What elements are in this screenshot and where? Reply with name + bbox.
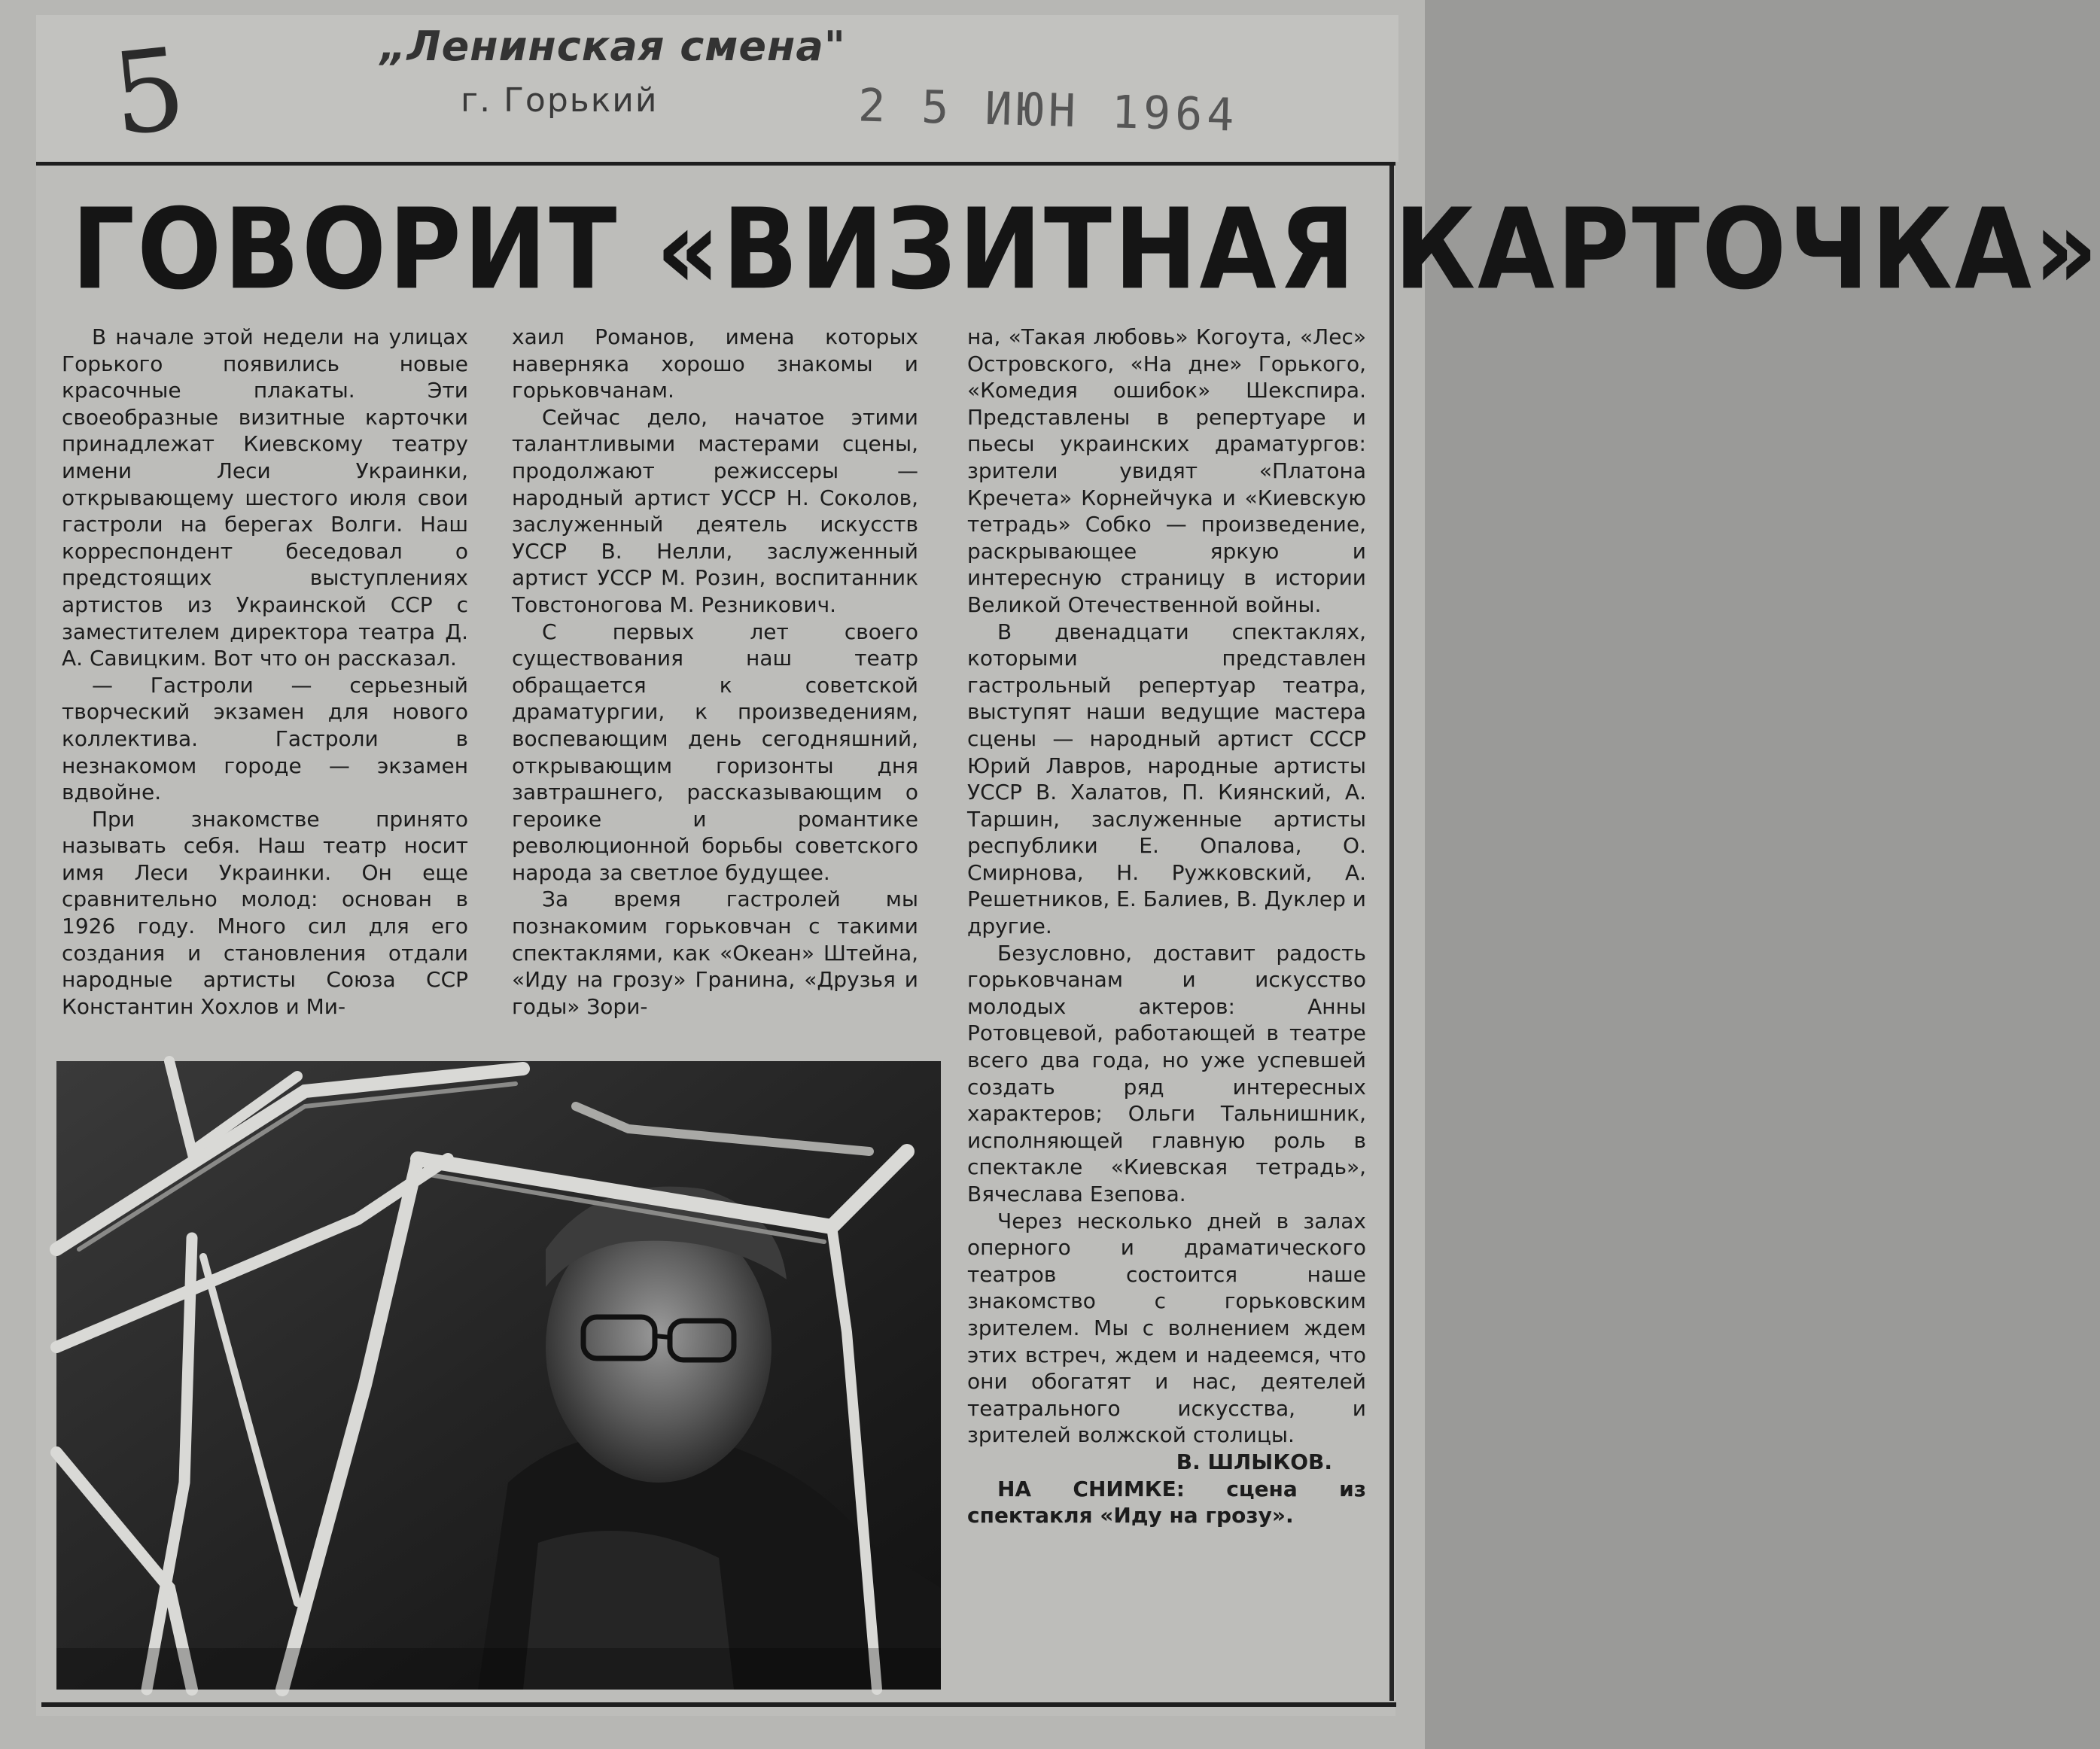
paragraph: С первых лет своего существования наш театр обращается к советской драматургии, к произведениям, воспевающим день сегодняшний, открывающим горизонты дня завтрашнего, рассказывающим о героике и романтике революционной борьбы советского народа за светлое будущее.	[512, 619, 918, 885]
paragraph: хаил Романов, имена которых наверняка хорошо знакомы и горьковчанам.	[512, 324, 918, 403]
newspaper-name-stamp: „Ленинская смена"	[380, 23, 846, 70]
bottom-rule	[41, 1702, 1396, 1707]
author-byline: В. ШЛЫКОВ.	[1176, 1449, 1332, 1474]
paragraph: — Гастроли — серьезный творческий экзамен для нового коллектива. Гастроли в незнакомом городе — экзамен вдвойне.	[62, 672, 468, 805]
paragraph: За время гастролей мы познакомим горьковчан с такими спектаклями, как «Океан» Штейна, «Иду на грозу» Гранина, «Друзья и годы» Зори-	[512, 887, 918, 1019]
paragraph: Через несколько дней в залах оперного и драматического театров состоится наше знакомство с горьковским зрителем. Мы с волнением ждем этих встреч, ждем и надеемся, что они обогатят и нас, деятелей театрального искусства, и зрителей волжской столицы.	[967, 1208, 1366, 1448]
paragraph: В начале этой недели на улицах Горького появились новые красочные плакаты. Эти своеобразные визитные карточки принадлежат Киевскому театру имени Леси Украинки, открывающему шестого июля свои гастроли на берегах Волги. Наш корреспондент беседовал о предстоящих выступлениях артистов из Украинской ССР с заместителем директора театра Д. А. Савицким. Вот что он рассказал.	[62, 324, 468, 671]
city-stamp: г. Горький	[461, 81, 659, 120]
paragraph: на, «Такая любовь» Когоута, «Лес» Островского, «На дне» Горького, «Комедия ошибок» Шекспира. Представлены в репертуаре и пьесы украинских драматургов: зрители увидят «Платона Кречета» Корнейчука и «Киевскую тетрадь» Собко — произведение, раскрывающее яркую и интересную страницу в истории Великой Отечественной войны.	[967, 324, 1366, 617]
paragraph: В двенадцати спектаклях, которыми представлен гастрольный репертуар театра, выступят наши ведущие мастера сцены — народный артист СССР Юрий Лавров, народные артисты УССР В. Халатов, П. Киянский, А. Таршин, заслуженные артисты республики Е. Опалова, О. Смирнова, Н. Ружковский, А. Решетников, Е. Балиев, В. Дуклер и другие.	[967, 619, 1366, 939]
date-stamp: 2 5 ИЮН 1964	[857, 79, 1240, 142]
paragraph: Безусловно, доставит радость горьковчанам и искусство молодых актеров: Анны Ротовцевой, работающей в театре всего два года, но уже успевшей создать ряд интересных характеров; Ольги Тальнишник, исполняющей главную роль в спектакле «Киевская тетрадь», Вячеслава Езепова.	[967, 940, 1366, 1206]
photo-caption: НА СНИМКЕ: сцена из спектакля «Иду на грозу».	[967, 1476, 1366, 1528]
stage-photo-image	[56, 1061, 941, 1690]
article-column-3	[967, 324, 1366, 1529]
article-headline: ГОВОРИТ «ВИЗИТНАЯ КАРТОЧКА»	[72, 184, 2100, 315]
paragraph: При знакомстве принято называть себя. Наш театр носит имя Леси Украинки. Он еще сравнительно молод: основан в 1926 году. Много сил для его создания и становления отдали народные артисты Союза ССР Константин Хохлов и Ми-	[62, 806, 468, 1019]
article-column-1	[62, 324, 468, 1020]
pencil-page-number: 5	[106, 23, 192, 162]
clipping-edge-shadow	[1389, 166, 1394, 1701]
paragraph: Сейчас дело, начатое этими талантливыми мастерами сцены, продолжают режиссеры — народный артист УССР Н. Соколов, заслуженный деятель искусств УССР В. Нелли, заслуженный артист УССР М. Розин, воспитанник Товстоногова М. Резникович.	[512, 404, 918, 617]
article-column-2	[512, 324, 918, 1020]
stage-photo	[56, 1061, 941, 1690]
